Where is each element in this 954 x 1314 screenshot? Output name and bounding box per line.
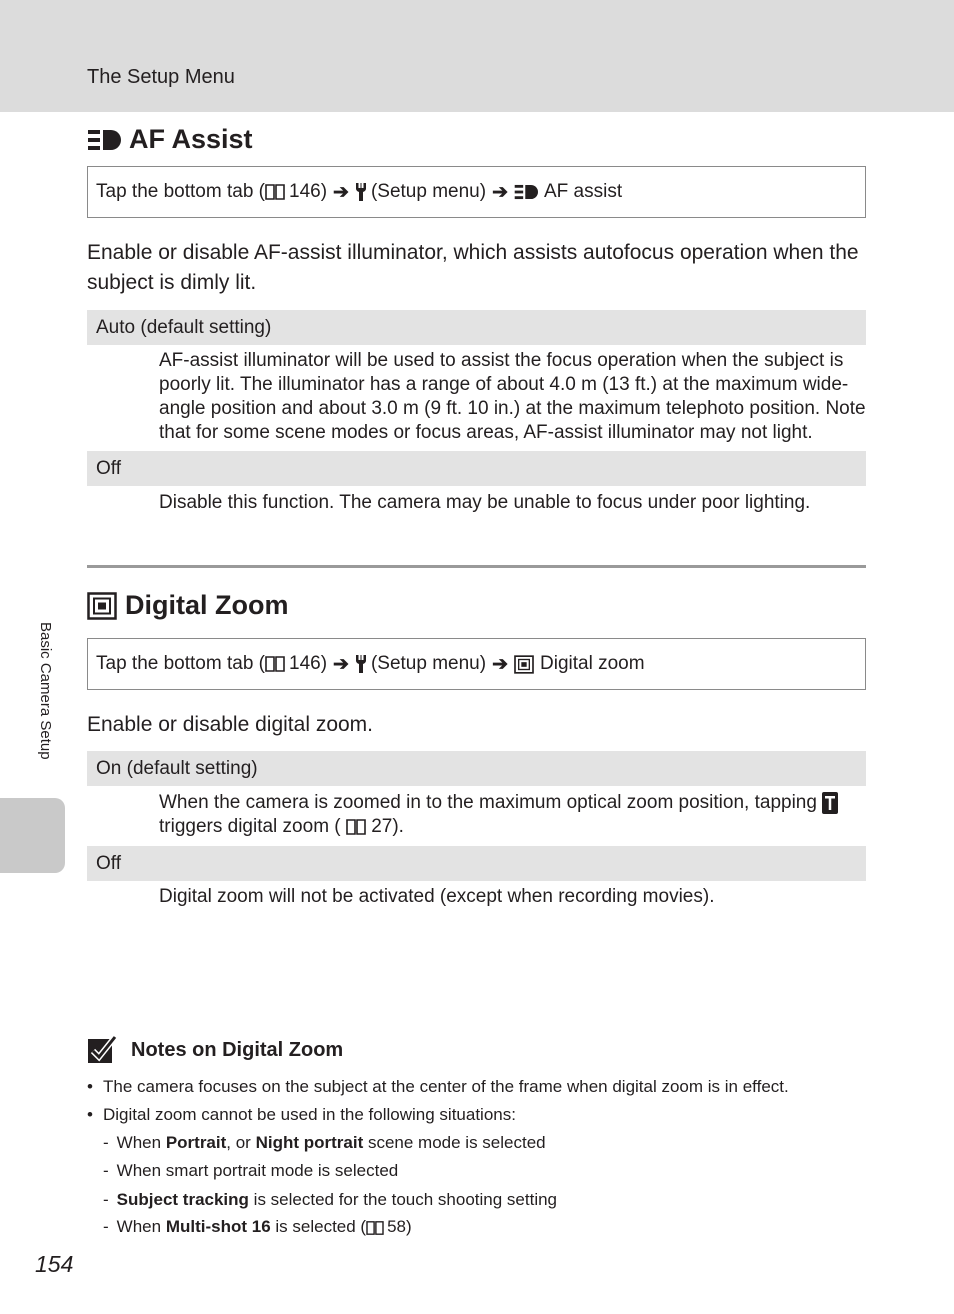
af-assist-icon xyxy=(87,128,121,152)
nav-target: Digital zoom xyxy=(540,653,645,674)
page-number: 154 xyxy=(35,1251,74,1277)
af-assist-icon xyxy=(514,183,538,201)
digital-zoom-intro: Enable or disable digital zoom. xyxy=(87,713,374,736)
book-icon xyxy=(265,655,285,673)
desc-ref: 27). xyxy=(371,816,404,837)
dash: - xyxy=(103,1133,109,1152)
wrench-icon xyxy=(355,182,367,202)
header-band xyxy=(0,0,954,112)
arrow-icon: ➔ xyxy=(333,653,349,675)
nav-ref: 146) xyxy=(289,653,328,674)
bullet-dot: • xyxy=(87,1105,93,1124)
desc-part-a: When the camera is zoomed in to the maximum optical zoom position, tapping xyxy=(159,792,817,813)
digital-zoom-icon xyxy=(514,655,534,674)
wrench-icon xyxy=(355,654,367,674)
digital-zoom-heading xyxy=(87,590,289,621)
list-item xyxy=(87,1077,789,1097)
section-divider xyxy=(87,565,866,568)
nav-menu: (Setup menu) xyxy=(370,653,487,674)
running-header: The Setup Menu xyxy=(87,66,235,88)
bullet-text: The camera focuses on the subject at the center of the frame when digital zoom is in effect. xyxy=(103,1077,789,1096)
dash: - xyxy=(103,1217,109,1236)
option-off-description: Disable this function. The camera may be unable to focus under poor lighting. xyxy=(159,492,811,513)
book-icon xyxy=(366,1220,384,1236)
sub-list-item xyxy=(103,1133,546,1153)
digital-zoom-title: Digital Zoom xyxy=(125,590,289,620)
arrow-icon: ➔ xyxy=(333,181,349,203)
af-assist-title: AF Assist xyxy=(129,124,253,154)
arrow-icon: ➔ xyxy=(492,181,508,203)
desc-part-b: triggers digital zoom ( xyxy=(159,816,341,837)
book-icon xyxy=(265,183,285,201)
notes-heading xyxy=(87,1036,343,1064)
sub-list-item xyxy=(103,1217,412,1237)
tele-t-icon xyxy=(822,792,838,814)
option-auto-label: Auto (default setting) xyxy=(87,310,866,345)
list-item xyxy=(87,1105,516,1125)
option-off-label: Off xyxy=(87,451,866,486)
nav-menu: (Setup menu) xyxy=(370,181,487,202)
digital-zoom-icon xyxy=(87,592,117,620)
sub-list-item xyxy=(103,1190,557,1210)
option-on-label: On (default setting) xyxy=(87,751,866,786)
dash: - xyxy=(103,1190,109,1209)
nav-target: AF assist xyxy=(544,181,623,202)
option-off-description: Digital zoom will not be activated (except when recording movies). xyxy=(159,886,715,907)
check-note-icon xyxy=(87,1036,117,1064)
option-auto-description: AF-assist illuminator will be used to assist the focus operation when the subject is poorly lit. The illuminator has a range of about 4.0 m (13 ft.) at the maximum wide-angle position and about 3.0 m (9 ft. 10 in.) at the maximum telephoto position. Note that for some scene modes or focus areas, AF-assist illuminator may not light. xyxy=(159,350,866,443)
side-thumb-tab xyxy=(0,798,65,873)
nav-prefix: Tap the bottom tab ( xyxy=(96,653,265,674)
notes-title: Notes on Digital Zoom xyxy=(131,1038,344,1061)
bullet-dot: • xyxy=(87,1077,93,1096)
af-assist-intro: Enable or disable AF-assist illuminator, which assists autofocus operation when the subject is dimly lit. xyxy=(87,241,859,294)
sub-list-item xyxy=(103,1161,398,1181)
option-on-description xyxy=(159,791,869,839)
digital-zoom-nav-path xyxy=(87,638,866,690)
bullet-text: Digital zoom cannot be used in the following situations: xyxy=(103,1105,516,1124)
sub-text: When Portrait, or Night portrait scene mode is selected xyxy=(116,1133,546,1152)
af-assist-heading xyxy=(87,124,253,155)
option-off-label: Off xyxy=(87,846,866,881)
dash: - xyxy=(103,1161,109,1180)
af-assist-nav-path xyxy=(87,166,866,218)
arrow-icon: ➔ xyxy=(492,653,508,675)
nav-prefix: Tap the bottom tab ( xyxy=(96,181,265,202)
side-section-label: Basic Camera Setup xyxy=(37,622,54,760)
sub-text: When smart portrait mode is selected xyxy=(116,1161,399,1180)
sub-text: When Multi-shot 16 is selected ( 58) xyxy=(116,1217,412,1236)
sub-text: Subject tracking is selected for the touch shooting setting xyxy=(116,1190,558,1209)
book-icon xyxy=(346,818,366,836)
nav-ref: 146) xyxy=(289,181,328,202)
